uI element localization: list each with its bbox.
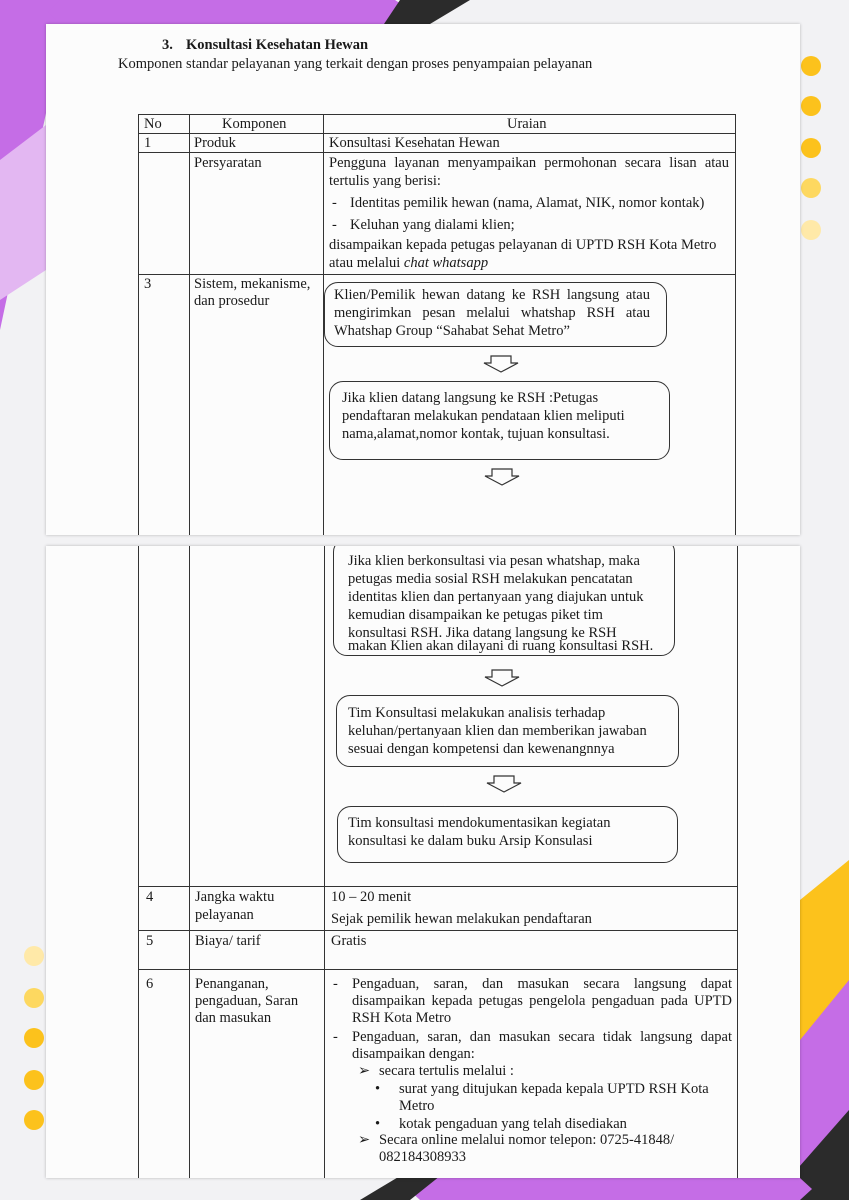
corner-shape-bottom-ribbon [408, 1178, 812, 1200]
flow-arrow-3-icon [482, 669, 522, 687]
row6-sub1-item-1-line-2: Metro [399, 1098, 435, 1114]
row6-arrow-bullet-1-icon: ➢ [358, 1063, 371, 1079]
dot-right-2 [801, 96, 821, 116]
row1-no: 1 [144, 135, 152, 151]
row2-komponen: Persyaratan [194, 155, 262, 171]
table-header-uraian: Uraian [507, 116, 547, 132]
row2-bullet-dash-1: - [332, 195, 337, 211]
row6-dash-1: - [333, 976, 338, 992]
row6-p1-line-1: Pengaduan, saran, dan masukan secara langsung dapat [352, 976, 732, 992]
dot-right-3 [801, 138, 821, 158]
row2-after-2: atau melalui chat whatsapp [329, 255, 489, 271]
row1-komponen: Produk [194, 135, 236, 151]
row2-after-italic: chat whatsapp [403, 255, 489, 271]
row6-no: 6 [146, 976, 154, 992]
flow-step-2-line-3: nama,alamat,nomor kontak, tujuan konsultasi. [342, 426, 610, 442]
flow-step-4-line-2: keluhan/pertanyaan klien dan memberikan jawaban [348, 723, 647, 739]
row2-line-1: Pengguna layanan menyampaikan permohonan secara lisan atau [329, 155, 729, 171]
section-number: 3. [162, 37, 173, 53]
flow-step-3-line-1: Jika klien berkonsultasi via pesan whatshap, maka [348, 553, 640, 569]
row2-bullet-2: Keluhan yang dialami klien; [350, 217, 515, 233]
row2-bullet-dash-2: - [332, 217, 337, 233]
row3-komponen-2: dan prosedur [194, 293, 270, 309]
dot-right-1 [801, 56, 821, 76]
row6-dot-bullet-2-icon: • [375, 1116, 381, 1132]
row6-sub1-item-1-line-1: surat yang ditujukan kepada kepala UPTD RSH Kota [399, 1081, 709, 1097]
flow-step-5-line-2: konsultasi ke dalam buku Arsip Konsulasi [348, 833, 593, 849]
flow-step-3-line-3: identitas klien dan pertanyaan yang diajukan untuk [348, 589, 644, 605]
row5-no: 5 [146, 933, 154, 949]
row4-no: 4 [146, 889, 154, 905]
flow-step-2-line-1: Jika klien datang langsung ke RSH :Petugas [342, 390, 599, 406]
dot-left-5 [24, 1110, 44, 1130]
row5-uraian: Gratis [331, 933, 367, 949]
document-page-2 [46, 546, 800, 1178]
document-page-1 [46, 24, 800, 535]
dot-right-5 [801, 220, 821, 240]
row3-komponen-1: Sistem, mekanisme, [194, 276, 311, 292]
section-title: Konsultasi Kesehatan Hewan [186, 37, 369, 53]
table-header-no: No [144, 116, 162, 132]
flow-step-4-line-3: sesuai dengan kompetensi dan kewenangnnya [348, 741, 615, 757]
row6-sub1: secara tertulis melalui : [379, 1063, 514, 1079]
row6-sub1-item-2: kotak pengaduan yang telah disediakan [399, 1116, 627, 1132]
row2-bullet-1: Identitas pemilik hewan (nama, Alamat, NIK, nomor kontak) [350, 195, 705, 211]
dot-left-2 [24, 988, 44, 1008]
row6-p1-line-3: RSH Kota Metro [352, 1010, 452, 1026]
flow-arrow-2-icon [482, 468, 522, 486]
flow-step-2-line-2: pendaftaran melakukan pendataan klien meliputi [342, 408, 625, 424]
flow-step-1-line-1: Klien/Pemilik hewan datang ke RSH langsung atau [334, 287, 650, 303]
row4-komponen-2: pelayanan [195, 907, 254, 923]
flow-step-3-line-6: makan Klien akan dilayani di ruang konsultasi RSH. [348, 638, 654, 654]
row6-dash-2: - [333, 1029, 338, 1045]
row6-sub2-line-2: 082184308933 [379, 1149, 466, 1165]
dot-left-3 [24, 1028, 44, 1048]
row5-komponen: Biaya/ tarif [195, 933, 261, 949]
row6-komponen-2: pengaduan, Saran [195, 993, 299, 1009]
row6-dot-bullet-1-icon: • [375, 1081, 381, 1097]
flow-step-5-line-1: Tim konsultasi mendokumentasikan kegiatan [348, 815, 611, 831]
row6-p2-line-2: disampaikan dengan: [352, 1046, 475, 1062]
flow-step-1-line-2: mengirimkan pesan melalui whatshap RSH atau [334, 305, 650, 321]
flow-step-3-line-5: konsultasi RSH. Jika datang langsung ke RSH [348, 625, 617, 641]
row6-p1-line-2: disampaikan kepada petugas pengelola pengaduan pada UPTD [352, 993, 732, 1009]
row6-arrow-bullet-2-icon: ➢ [358, 1132, 371, 1148]
row4-uraian-1: 10 – 20 menit [331, 889, 412, 905]
flow-arrow-4-icon [484, 775, 524, 793]
dot-left-1 [24, 946, 44, 966]
corner-shape-top-ribbon [48, 0, 410, 24]
row6-p2-line-1: Pengaduan, saran, dan masukan secara tidak langsung dapat [352, 1029, 732, 1045]
flow-step-1-line-3: Whatshap Group “Sahabat Sehat Metro” [334, 323, 570, 339]
dot-left-4 [24, 1070, 44, 1090]
row2-line-2: tertulis yang berisi: [329, 173, 441, 189]
row4-komponen-1: Jangka waktu [195, 889, 275, 905]
row2-after-1: disampaikan kepada petugas pelayanan di UPTD RSH Kota Metro [329, 237, 717, 253]
row1-uraian: Konsultasi Kesehatan Hewan [329, 135, 500, 151]
table-header-komponen: Komponen [222, 116, 287, 132]
row6-komponen-3: dan masukan [195, 1010, 272, 1026]
flow-step-3-line-2: petugas media sosial RSH melakukan pencatatan [348, 571, 633, 587]
flow-step-4-line-1: Tim Konsultasi melakukan analisis terhadap [348, 705, 606, 721]
dot-right-4 [801, 178, 821, 198]
row6-komponen-1: Penanganan, [195, 976, 269, 992]
flow-step-3-line-4: kemudian disampaikan ke petugas piket tim [348, 607, 603, 623]
row4-uraian-2: Sejak pemilik hewan melakukan pendaftaran [331, 911, 592, 927]
row3-no: 3 [144, 276, 152, 292]
section-intro: Komponen standar pelayanan yang terkait dengan proses penyampaian pelayanan [118, 56, 593, 72]
row6-sub2-line-1: Secara online melalui nomor telepon: 0725-41848/ [379, 1132, 675, 1148]
flow-arrow-1-icon [481, 355, 521, 373]
